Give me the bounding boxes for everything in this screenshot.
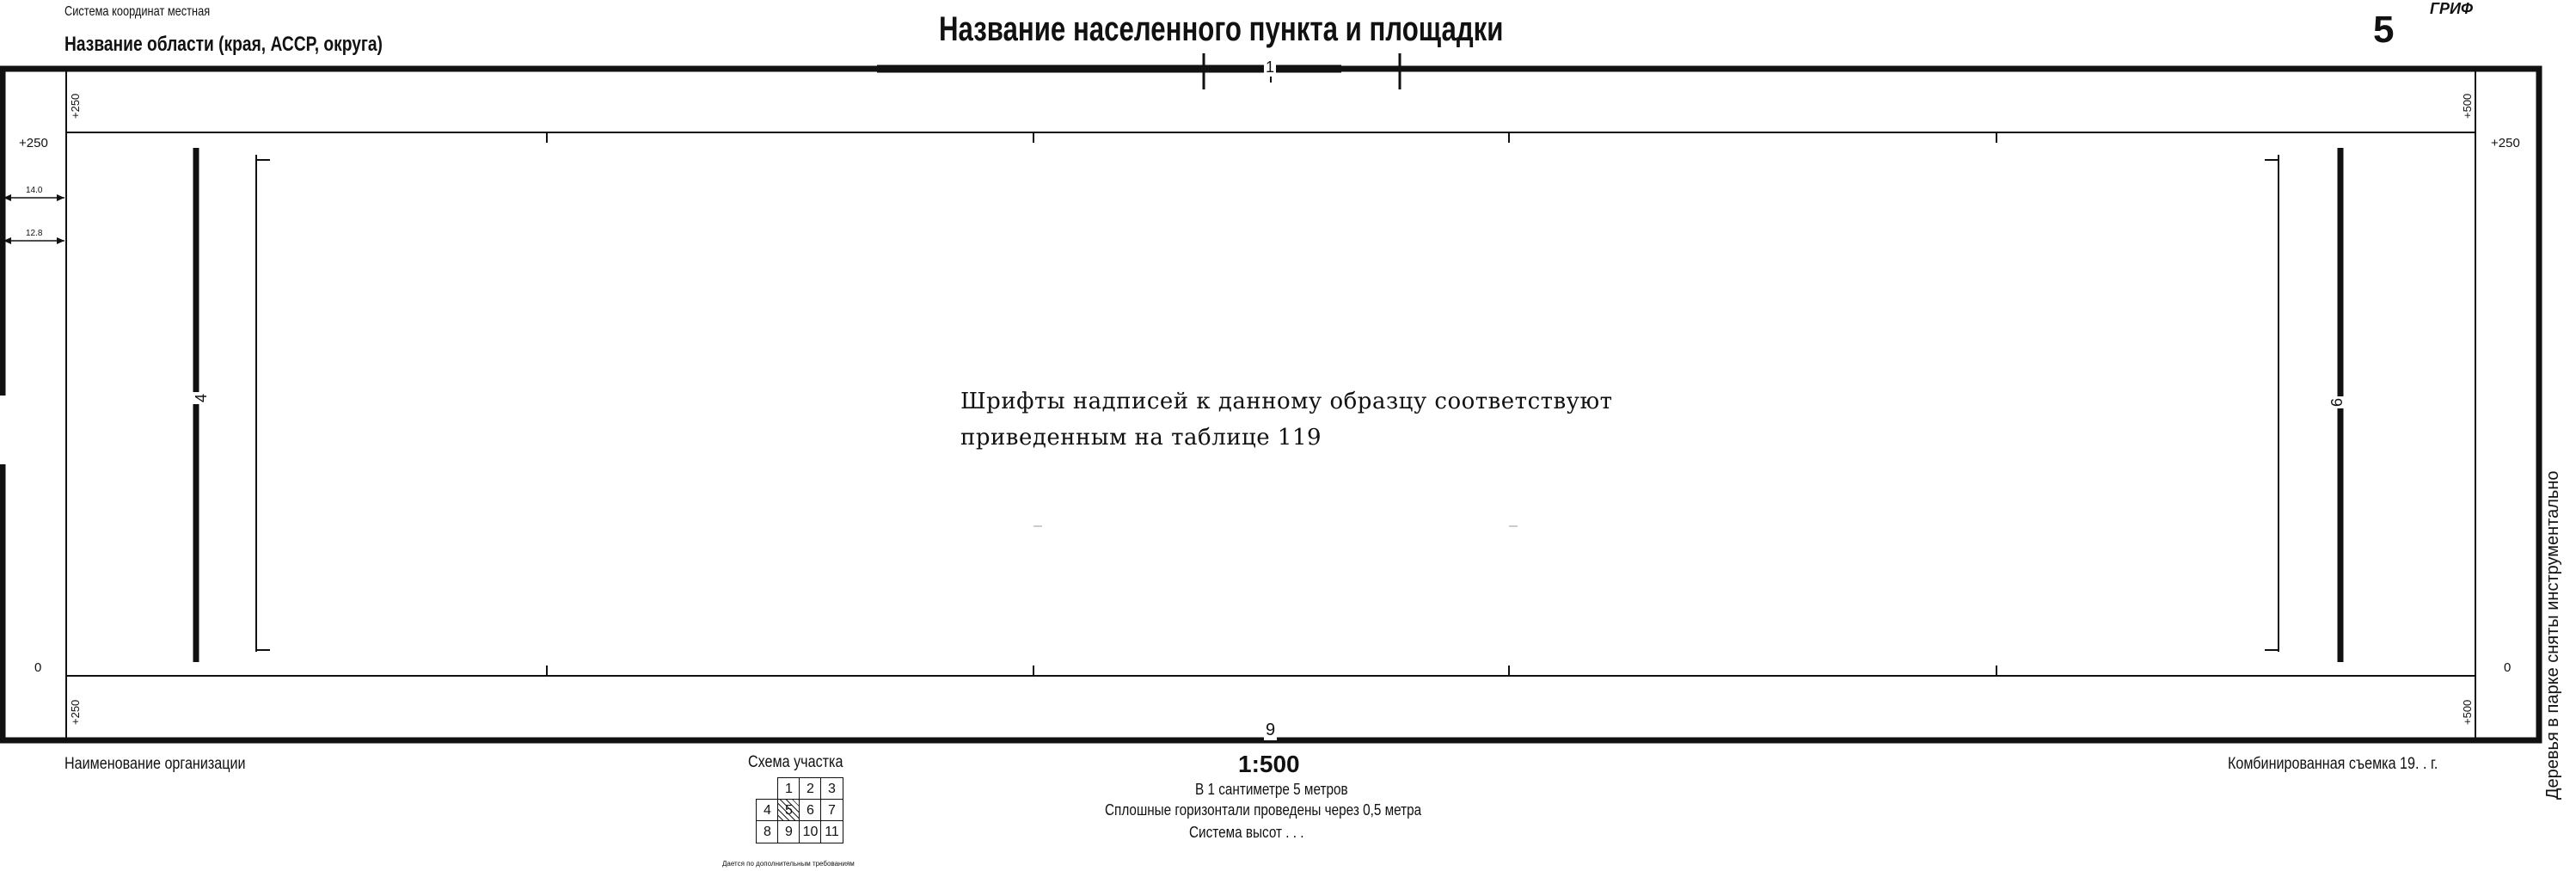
strip-label-bottom-left: +250 <box>69 699 82 725</box>
adjacent-sheet-right: 6 <box>2328 397 2346 407</box>
classification-stamp: ГРИФ <box>2430 0 2474 17</box>
region-name: Название области (края, АССР, округа) <box>64 33 383 56</box>
font-note-line-1: Шрифты надписей к данному образцу соответствуют <box>960 389 1613 414</box>
coord-label-left-top: +250 <box>19 136 48 150</box>
adjacent-sheet-bottom: 9 <box>1266 721 1276 739</box>
scheme-cell: 7 <box>820 799 843 822</box>
coord-system-label: Система координат местная <box>64 4 211 19</box>
scheme-cell: 1 <box>777 777 800 800</box>
survey-type: Комбинированная съемка 19. . г. <box>2228 755 2438 773</box>
dimension-label-2: 12.8 <box>26 229 43 238</box>
scheme-cell: 2 <box>799 777 822 800</box>
strip-label-top-left: +250 <box>69 93 82 119</box>
scale-value: 1:500 <box>1238 751 1300 777</box>
coord-label-right-top: +250 <box>2491 136 2520 150</box>
scheme-note: Дается по дополнительным требованиям <box>722 860 855 868</box>
scheme-cell: 10 <box>799 820 822 843</box>
adjacent-sheet-left: 4 <box>193 393 210 402</box>
side-note: Деревья в парке сняты инструментально <box>2543 470 2562 800</box>
organization-name: Наименование организации <box>64 755 246 773</box>
strip-label-bottom-right: +500 <box>2461 699 2474 725</box>
scheme-cell: 3 <box>820 777 843 800</box>
coord-label-right-bottom: 0 <box>2504 660 2512 675</box>
font-note-line-2: приведенным на таблице 119 <box>960 425 1322 451</box>
scale-line-2: Сплошные горизонтали проведены через 0,5 метра <box>1105 801 1422 819</box>
scheme-title: Схема участка <box>748 753 843 771</box>
coord-label-left-bottom: 0 <box>34 660 42 675</box>
scale-line-1: В 1 сантиметре 5 метров <box>1195 781 1348 798</box>
scheme-cell: 4 <box>756 799 779 822</box>
page-title: Название населенного пункта и площадки <box>939 10 1504 48</box>
area-scheme-grid <box>754 777 849 848</box>
scheme-cell: 11 <box>820 820 843 843</box>
adjacent-sheet-top: 1 <box>1266 58 1275 76</box>
strip-label-top-right: +500 <box>2461 93 2474 119</box>
dimension-label-1: 14.0 <box>26 186 43 195</box>
scale-line-3: Система высот . . . <box>1189 824 1304 841</box>
scheme-cell-current: 5 <box>777 799 800 822</box>
scheme-cell: 9 <box>777 820 800 843</box>
sheet-number: 5 <box>2373 9 2395 51</box>
scheme-cell: 6 <box>799 799 822 822</box>
scheme-cell: 8 <box>756 820 779 843</box>
